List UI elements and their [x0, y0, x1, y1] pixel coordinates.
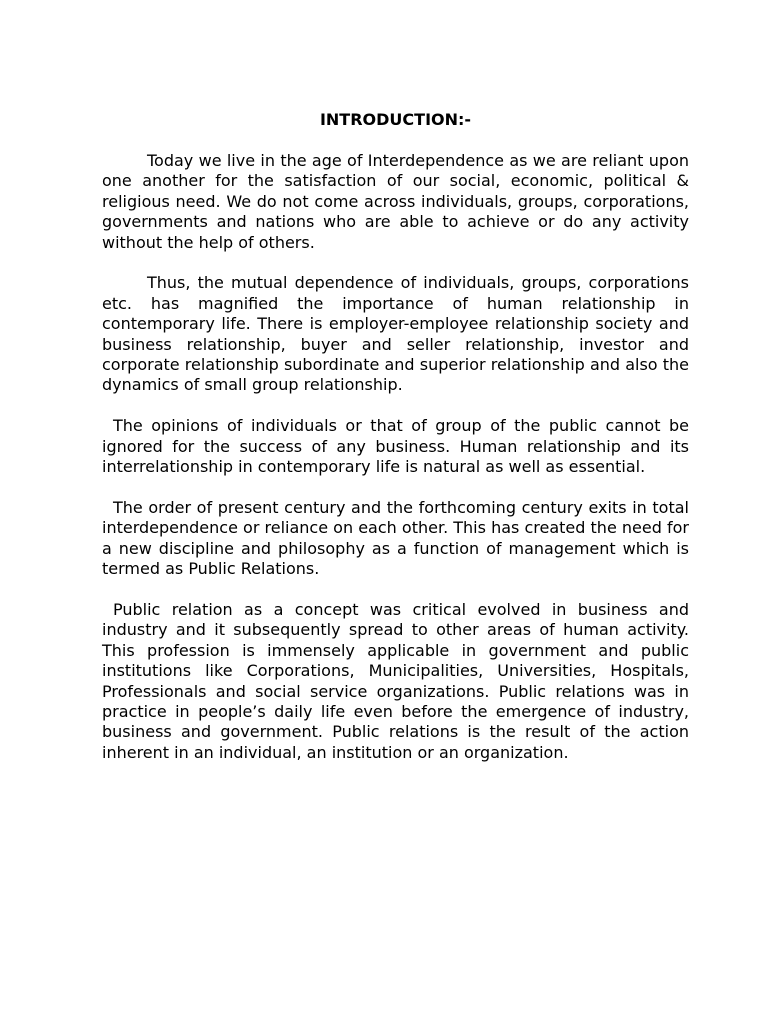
page-title: INTRODUCTION:- [319, 110, 472, 129]
paragraph-4: The order of present century and the forthcoming century exits in total interdependence or reliance on each other. This has created the need for a new discipline and philosophy as a function of management which is termed as Public Relations. [102, 497, 689, 579]
paragraph-5: Public relation as a concept was critical evolved in business and industry and it subsequently spread to other areas of human activity. This profession is immensely applicable in government and public institutions like Corporations, Municipalities, Universities, Hospitals, Professionals and social service organizations. Public relations was in practice in people’s daily life even before the emergence of industry, business and government. Public relations is the result of the action inherent in an individual, an institution or an organization. [102, 599, 689, 762]
paragraph-1: Today we live in the age of Interdependence as we are reliant upon one another for the satisfaction of our social, economic, political & religious need. We do not come across individuals, groups, corporations, governments and nations who are able to achieve or do any activity without the help of others. [102, 151, 689, 252]
paragraph-2: Thus, the mutual dependence of individuals, groups, corporations etc. has magnified the importance of human relationship in contemporary life. There is employer-employee relationship society and business relationship, buyer and seller relationship, investor and corporate relationship subordinate and superior relationship and also the dynamics of small group relationship. [102, 273, 689, 395]
paragraph-3: The opinions of individuals or that of group of the public cannot be ignored for the success of any business. Human relationship and its interrelationship in contemporary life is natural as well as essential. [102, 416, 689, 477]
document-page [102, 110, 689, 784]
